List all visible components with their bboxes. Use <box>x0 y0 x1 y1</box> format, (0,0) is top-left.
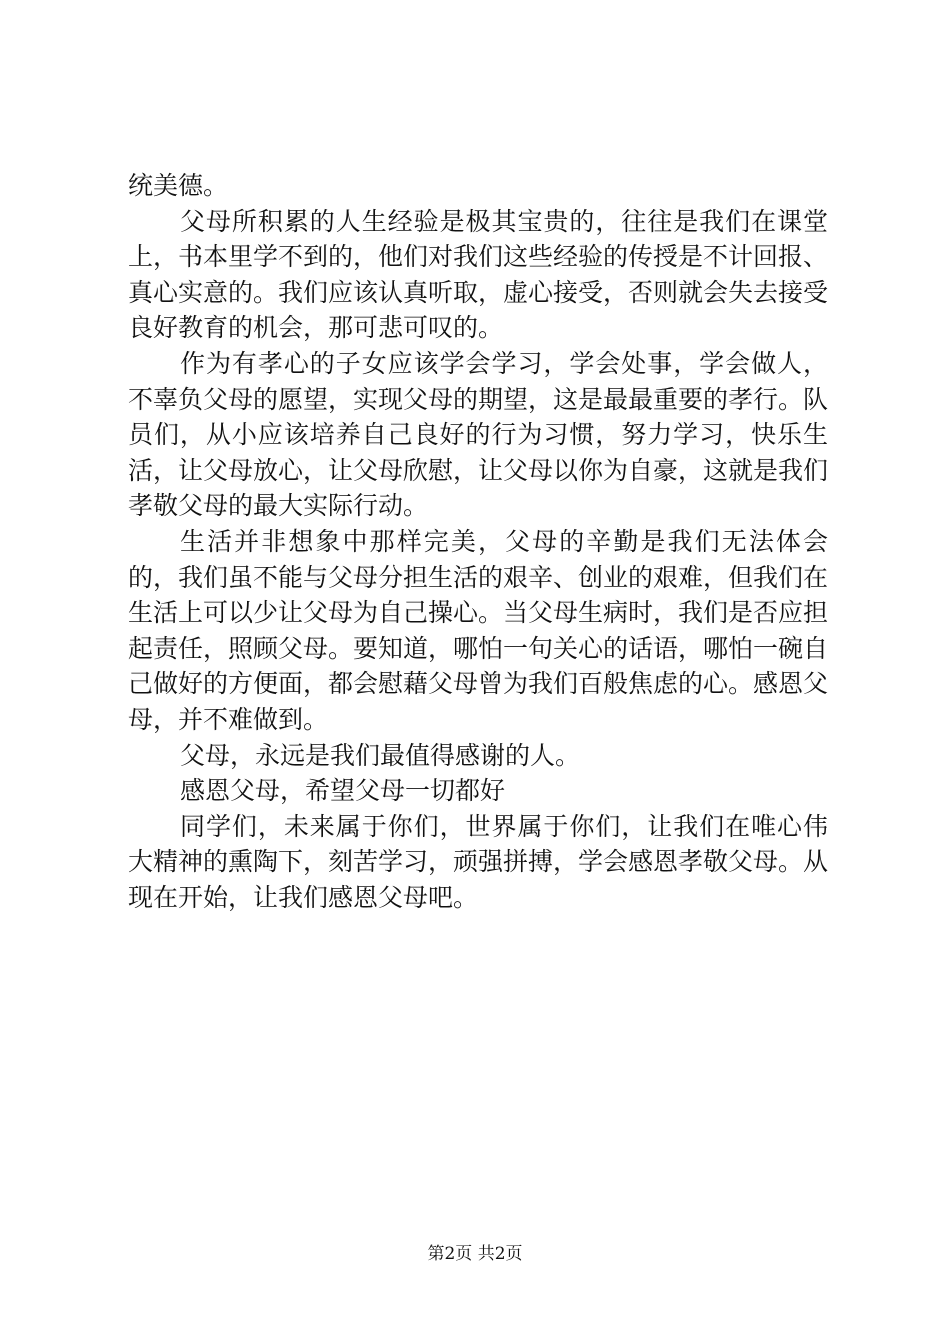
document-body <box>128 168 828 915</box>
paragraph-life-experience: 父母所积累的人生经验是极其宝贵的，往往是我们在课堂上，书本里学不到的，他们对我们这些经验的传授是不计回报、真心实意的。我们应该认真听取，虚心接受，否则就会失去接受良好教育的机会，那可悲可叹的。 <box>128 206 829 343</box>
paragraph-wish-parents: 感恩父母，希望父母一切都好 <box>180 776 506 806</box>
paragraph-life-not-perfect: 生活并非想象中那样完美，父母的辛勤是我们无法体会的，我们虽不能与父母分担生活的艰辛、创业的艰难，但我们在生活上可以少让父母为自己操心。当父母生病时，我们是否应担起责任，照顾父母。要知道，哪怕一句关心的话语，哪怕一碗自己做好的方便面，都会慰藉父母曾为我们百般焦虑的心。感恩父母，并不难做到。 <box>128 526 829 734</box>
paragraph-continuation: 统美德。 <box>128 171 229 200</box>
paragraph-filial-children: 作为有孝心的子女应该学会学习，学会处事，学会做人，不辜负父母的愿望，实现父母的期望，这是最最重要的孝行。队员们，从小应该培养自己良好的行为习惯，努力学习，快乐生活，让父母放心，让父母欣慰，让父母以你为自豪，这就是我们孝敬父母的最大实际行动。 <box>128 348 829 521</box>
paragraph-classmates: 同学们，未来属于你们，世界属于你们，让我们在唯心伟大精神的熏陶下，刻苦学习，顽强拼搏，学会感恩孝敬父母。从现在开始，让我们感恩父母吧。 <box>128 811 829 912</box>
paragraph-parents-forever: 父母，永远是我们最值得感谢的人。 <box>180 740 581 770</box>
page-number-footer: 第2页 共2页 <box>427 1244 523 1264</box>
